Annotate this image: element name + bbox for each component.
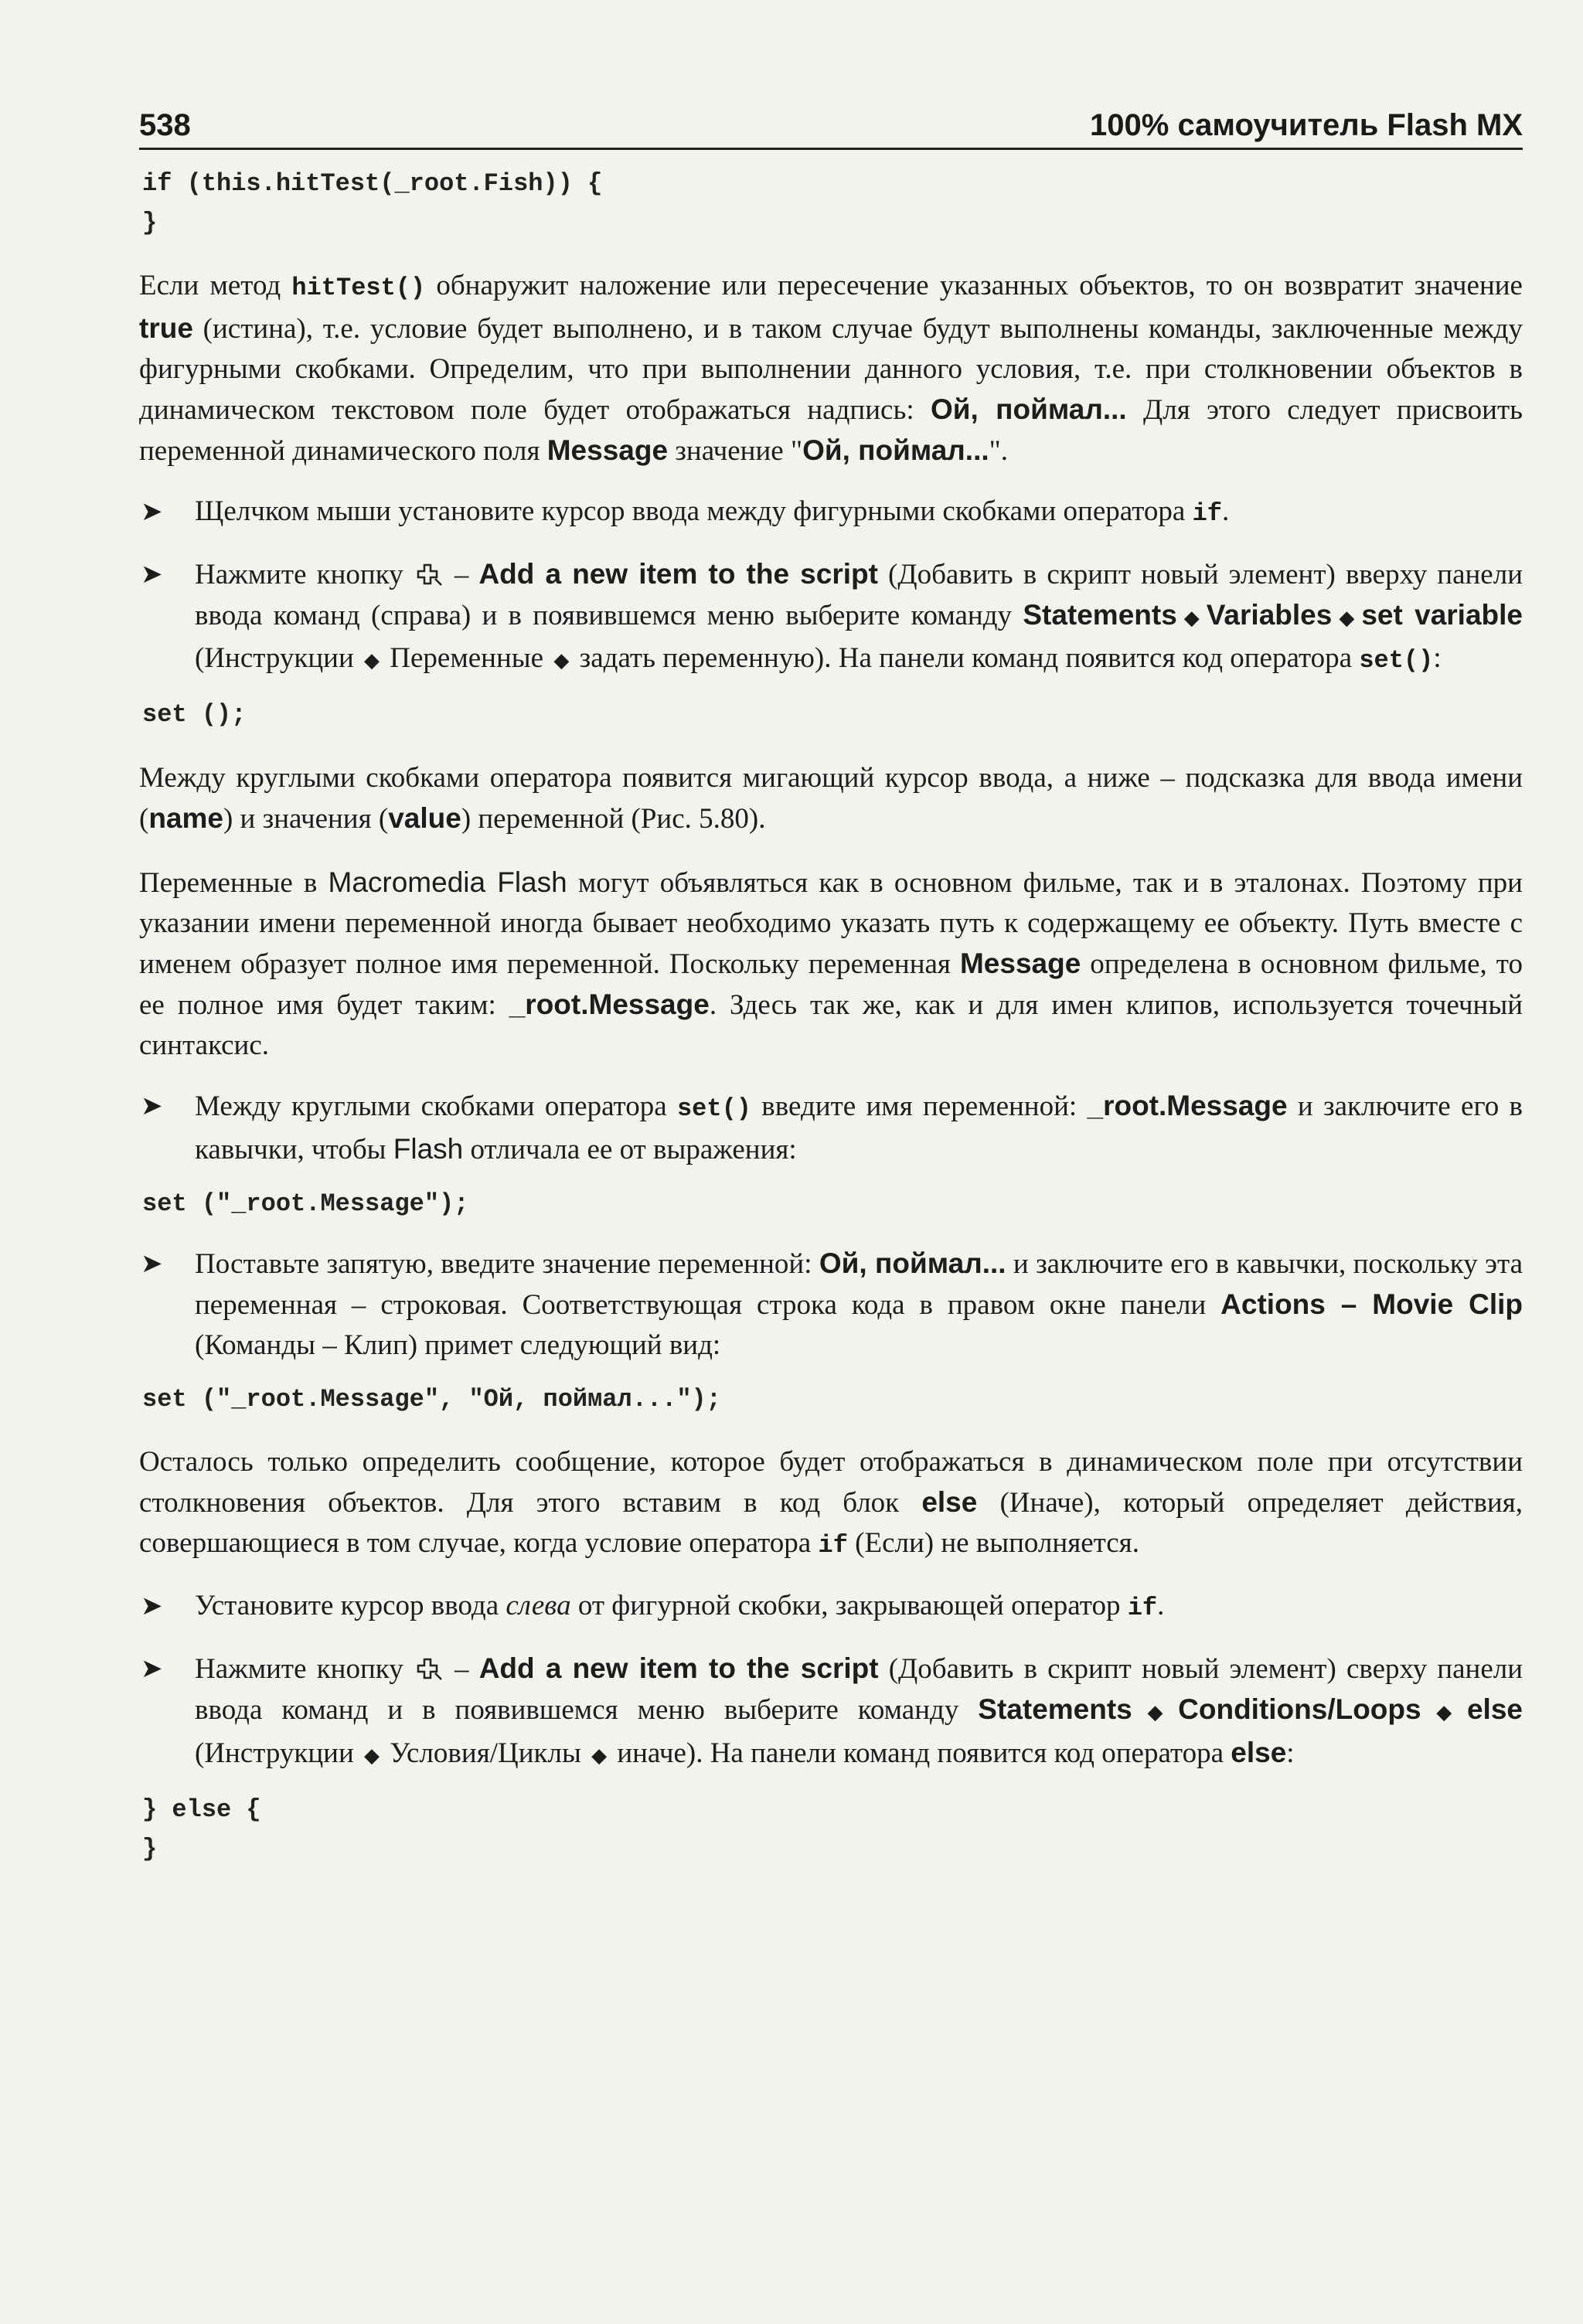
book-page — [139, 108, 1523, 1869]
paragraph-hittest: Если метод hitTest() обнаружит наложение или пересечение указанных объектов, то он возвратит значение true (истина), т.е. условие будет выполнено, и в таком случае будут выполнены команды, заключенные между фигурными скобками. Определим, что при выполнении данного условия, т.е. при столкновении объектов в динамическом текстовом поле будет отображаться надпись: Ой, поймал... Для этого следует присвоить переменной динамического поля Message значение "Ой, поймал...". — [139, 270, 1523, 468]
bullet-step-add-else: ➤ Нажмите кнопку – Add a new item to the script (Добавить в скрипт новый элемент) сверху панели ввода команд и в появившемся меню выберите команду Statements ◆ Conditions/Loops ◆ else (Инструкции ◆ Условия/Циклы ◆ иначе). На панели команд появится код оператора else: — [139, 1649, 1523, 1776]
book-title: 100% самоучитель Flash MX — [1090, 108, 1523, 142]
bullet-arrow-icon: ➤ — [141, 1590, 163, 1621]
bullet-arrow-icon: ➤ — [141, 1090, 163, 1121]
paragraph-variables: Переменные в Macromedia Flash могут объявляться как в основном фильме, так и в эталонах. Поэтому при указании имени переменной иногда бывает необходимо указать путь к содержащему ее объекту. Путь вместе с именем образует полное имя переменной. Поскольку переменная Message определена в основном фильме, то ее полное имя будет таким: _root.Message. Здесь так же, как и для имен клипов, используется точечный синтаксис. — [139, 866, 1523, 1061]
bullet-arrow-icon: ➤ — [141, 1652, 163, 1684]
code-block-if: if (this.hitTest(_root.Fish)) { } — [142, 169, 603, 238]
bullet-step-enter-name: ➤ Между круглыми скобками оператора set() введите имя переменной: _root.Message и заключите его в кавычки, чтобы Flash отличала ее от выражения: — [139, 1086, 1523, 1170]
code-block-set-full: set ("_root.Message", "Ой, поймал..."); — [142, 1384, 721, 1414]
page-number: 538 — [139, 108, 191, 142]
bullet-arrow-icon: ➤ — [141, 1247, 163, 1279]
bullet-arrow-icon: ➤ — [141, 496, 163, 528]
code-block-set-name: set ("_root.Message"); — [142, 1189, 469, 1218]
paragraph-else: Осталось только определить сообщение, которое будет отображаться в динамическом поле при отсутствии столкновения объектов. Для этого вставим в код блок else (Иначе), который определяет действия, совершающиеся в том случае, когда условие оператора if (Если) не выполняется. — [139, 1445, 1523, 1560]
paragraph-cursor-hint: Между круглыми скобками оператора появится мигающий курсор ввода, а ниже – подсказка для ввода имени (name) и значения (value) переменной (Рис. 5.80). — [139, 761, 1523, 835]
code-block-set-empty: set (); — [142, 700, 247, 730]
bullet-step-cursor-left: ➤ Установите курсор ввода слева от фигурной скобки, закрывающей оператор if. — [139, 1586, 1523, 1628]
add-item-button-icon — [414, 1656, 444, 1681]
bullet-step-cursor: ➤ Щелчком мыши установите курсор ввода между фигурными скобками оператора if. — [139, 492, 1523, 534]
page-header — [139, 108, 1523, 150]
code-block-else: } else { } — [142, 1795, 261, 1864]
add-item-button-icon — [414, 562, 444, 587]
bullet-arrow-icon: ➤ — [141, 559, 163, 590]
bullet-step-enter-value: ➤ Поставьте запятую, введите значение переменной: Ой, поймал... и заключите его в кавычки, поскольку эта переменная – строковая. Соответствующая строка кода в правом окне панели Actions – Movie Clip (Команды – Клип) примет следующий вид: — [139, 1244, 1523, 1366]
bullet-step-add-set: ➤ Нажмите кнопку – Add a new item to the script (Добавить в скрипт новый элемент) вверху панели ввода команд (справа) и в появившемся меню выберите команду Statements ◆ Variables ◆ set variable (Инструкции ◆ Переменные ◆ задать переменную). На панели команд появится код оператора set(): — [139, 554, 1523, 681]
